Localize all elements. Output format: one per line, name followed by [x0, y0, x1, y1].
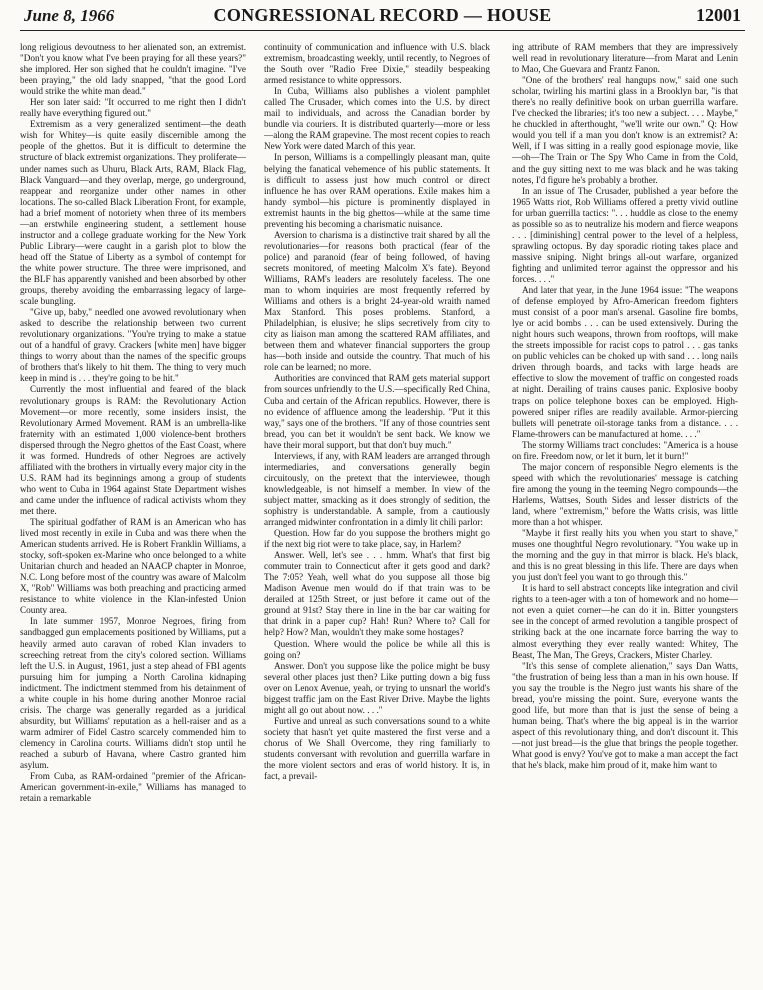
paragraph: Aversion to charisma is a distinctive trait shared by all the revolutionaries—for reasons both practical (fear of the police) and paranoid (fear of being followed, of having secrets monitored, of meeting Malcolm X's fate). Beyond Williams, RAM's leaders are resolutely faceless. The one man to whom inquiries are most frequently referred by Williams and others is a bright 24-year-old wraith named Max Stanford. This poses problems. Stanford, a Philadelphian, is elusive; he slips secretively from city to city as liaison man among the scattered RAM affiliates, and between them and whatever financial supporters the group has—both inside and outside the country. That much of his role can be learned; no more. [264, 229, 490, 373]
paragraph: "Maybe it first really hits you when you start to shave," muses one thoughtful Negro revolutionary. "You wake up in the morning and the guy in that mirror is black. He's black, and this is no great blessing in this life. There are days when you just don't feel you want to go through this." [512, 528, 738, 583]
paragraph: continuity of communication and influence with U.S. black extremism, broadcasting weekly, until recently, to Negroes of the South over "Radio Free Dixie," steadily bespeaking armed resistance to white oppressors. [264, 42, 490, 86]
paragraph: ing attribute of RAM members that they are impressively well read in revolutionary literature—from Marat and Lenin to Mao, Che Guevara and Frantz Fanon. [512, 42, 738, 75]
text-column-3 [512, 42, 738, 982]
paragraph: "One of the brothers' real hangups now," said one such scholar, twirling his martini glass in a Brooklyn bar, "is that there's no really definitive book on urban guerrilla warfare. I've checked the libraries; it's too new a subject. . . . Maybe," he chuckled in afterthought, "we'll write our own." Q: How would you tell if a man you don't know is an extremist? A: Well, if I was sitting in a really good espionage movie, like—oh—The Train or The Spy Who Came in from the Cold, and the guy sitting next to me was black and he was taking notes, I'd figure he's probably a brother. [512, 75, 738, 185]
page-number: 12001 [696, 5, 741, 25]
paragraph: Her son later said: "It occurred to me right then I didn't really have everything figured out." [20, 97, 246, 119]
paragraph: In an issue of The Crusader, published a year before the 1965 Watts riot, Rob Williams offered a pretty vivid outline for urban guerrilla tactics: ". . . huddle as close to the enemy as possible so as to neutralize his modern and fierce weapons . . . [diminishing] central power to the level of a helpless, sprawling octopus. By day sporadic rioting takes place and massive sniping. Night brings all-out warfare, organized fighting and unlimited terror against the oppressor and his forces. . . ." [512, 185, 738, 284]
paragraph: Interviews, if any, with RAM leaders are arranged through intermediaries, and conversations generally begin circuitously, on the pretext that the interviewee, though knowledgeable, is not himself a member. In view of the subject matter, smacking as it does strongly of sedition, the sophistry is understandable. A sample, from a cautiously arranged midwinter confrontation in a dimly lit chili parlor: [264, 450, 490, 528]
publication-title: CONGRESSIONAL RECORD — HOUSE [213, 5, 552, 25]
paragraph: Question. Where would the police be while all this is going on? [264, 638, 490, 660]
paragraph: Currently the most influential and feared of the black revolutionary groups is RAM: the Revolutionary Action Movement—or more recently, some insiders insist, the Revolutionary Armed Movement. RAM is an umbrella-like fraternity with an estimated 1,000 violence-bent brothers dispersed through the Negro ghettos of the East Coast, where it was formed. Hundreds of other Negroes are actively affiliated with the brothers in virtually every major city in the U.S. RAM had its beginnings among a group of students who went to Cuba in 1964 against State Department wishes and came under the influence of radical activists whom they met there. [20, 384, 246, 516]
page-header [20, 4, 745, 31]
paragraph: It is hard to sell abstract concepts like integration and civil rights to a teen-ager with a ton of homework and no home—not even a quiet corner—he can do it in. Bitter youngsters see in the concept of armed revolution a tangible prospect of striking back at the one incarnate force barring the way to almost everything they ever really wanted: Whitey, The Beast, The Man, The Greys, Crackers, Mister Charley. [512, 583, 738, 660]
paragraph: The spiritual godfather of RAM is an American who has lived most recently in exile in Cuba and was there when the American students arrived. He is Robert Franklin Williams, a stocky, soft-spoken ex-Marine who once belonged to a white Unitarian church and headed an NAACP chapter in Monroe, N.C. Long before most of the country was aware of Malcolm X, "Rob" Williams was both preaching and practicing armed resistance to white violence in the Klan-infested Union County area. [20, 517, 246, 616]
paragraph: In Cuba, Williams also publishes a violent pamphlet called The Crusader, which comes into the U.S. by direct mail to individuals, and across the Canadian border by bundle via couriers. It is distributed quarterly—more or less—along the RAM grapevine. The most recent copies to reach New York were dated March of this year. [264, 86, 490, 152]
text-column-1 [20, 42, 246, 982]
paragraph: From Cuba, as RAM-ordained "premier of the African-American government-in-exile," Williams has managed to retain a remarkable [20, 771, 246, 804]
paragraph: In late summer 1957, Monroe Negroes, firing from sandbagged gun emplacements positioned by Williams, put a heavily armed auto caravan of robed Klan invaders to screeching retreat from the city's colored section. Williams left the U.S. in August, 1961, just a step ahead of FBI agents pursuing him for jumping a North Carolina kidnaping indictment. The indictment stemmed from his detainment of a white couple in his home during another Monroe racial crisis. The charge was generally regarded as a juridical absurdity, but Williams' reputation as a hell-raiser and as a warm admirer of Fidel Castro scarcely commended him to clemency in Carolina courts. Williams didn't stop until he reached a suburb of Havana, where Castro granted him asylum. [20, 616, 246, 771]
paragraph: "Give up, baby," needled one avowed revolutionary when asked to describe the relationship between two current revolutionary organizations. "You're trying to make a statue out of a handful of gravy. Crackers [white men] have bigger things to worry about than the names of the specific groups of brothers that's likely to hit them. The thing to very much keep in mind is . . . they're going to be hit." [20, 307, 246, 384]
paragraph: The stormy Williams tract concludes: "America is a house on fire. Freedom now, or let it burn, let it burn!" [512, 439, 738, 461]
paragraph: Answer. Don't you suppose like the police might be busy several other places just then? Like putting down a big fuss over on Lenox Avenue, yeah, or trying to unsnarl the world's biggest traffic jam on the East River Drive. Maybe the lights might all go out about now. . . ." [264, 660, 490, 715]
paragraph: The major concern of responsible Negro elements is the speed with which the revolutionaries' message is catching fire among the young in the teeming Negro compounds—the Harlems, Wattses, South Sides and lesser districts of the land, where "extremism," before the Watts crisis, was little more than a hot whisper. [512, 461, 738, 528]
paragraph: Authorities are convinced that RAM gets material support from sources unfriendly to the U.S.—specifically Red China, Cuba and certain of the African republics. However, there is no evidence of affluence among the leadership. "Put it this way," says one of the brothers. "If any of those countries sent bread, you can bet it wouldn't be sent back. We know we have their moral support, but that don't buy much." [264, 373, 490, 450]
document-page [20, 4, 745, 984]
paragraph: Furtive and unreal as such conversations sound to a white society that hasn't yet quite mastered the first verse and a chorus of We Shall Overcome, they ring familiarly to students conversant with revolution and guerrilla warfare in the more violent sectors and eras of world history. It is, in fact, a prevail- [264, 715, 490, 782]
paragraph: "It's this sense of complete alienation," says Dan Watts, "the frustration of being less than a man in his own house. If you say the trouble is the Negro just wants his share of the bread, you're missing the point. Sure, everyone wants the good life, but more than that is just the sense of being a human being. That's where the big appeal is in the warrior aspect of this revolutionary thing, and don't discount it. This—not just bread—is the glue that brings the people together. What good is envy? You've got to make a man accept the fact that he's black, make him proud of it, make him want to [512, 660, 738, 771]
paragraph: Extremism as a very generalized sentiment—the death wish for Whitey—is quite easily discernible among the people of the ghettos. But it is difficult to determine the structure of black extremist organizations. They proliferate—under names such as Uhuru, Black Arts, RAM, Black Flag, Black Vanguard—and they overlap, merge, go underground, reappear and reorganize under other names in other locations. The so-called Black Liberation Front, for example, had a brief moment of notoriety when three of its members—an erstwhile engineering student, a settlement house instructor and a college graduate working for the New York Public Library—were caught in a garish plot to blow the head off the Statue of Liberty as a symbol of contempt for the white power structure. The three were imprisoned, and the BLF has apparently vanished and been absorbed by other groups, thereby avoiding the embarrassing legacy of large-scale bungling. [20, 119, 246, 307]
paragraph: Answer. Well, let's see . . . hmm. What's that first big commuter train to Connecticut after it gets good and dark? The 7:05? Yeah, well what do you suppose all those big Madison Avenue men would do if that train was to be derailed at 125th Street, or just before it came out of the ground at 91st? Stay there in line in the bar car waiting for that drink in a paper cup? Hah! Run? Where to? Call for help? How? Man, wouldn't they make some hostages? [264, 550, 490, 638]
paragraph: long religious devoutness to her alienated son, an extremist. "Don't you know what I've been praying for all these years?" she implored. Her son sighed that he couldn't imagine. "I've been praying," the old lady snapped, "that the good Lord would strike the white man dead." [20, 42, 246, 97]
paragraph: And later that year, in the June 1964 issue: "The weapons of defense employed by Afro-American freedom fighters must consist of a poor man's arsenal. Gasoline fire bombs, lye or acid bombs . . . can be used extensively. During the night hours such weapons, thrown from rooftops, will make the streets impossible for racist cops to patrol . . . gas tanks on public vehicles can be choked up with sand . . . long nails driven through boards, and tacks with large heads are effective to slow the movement of traffic on congested roads at night. Derailing of trains causes panic. Explosive booby traps on police telephone boxes can be employed. High-powered sniper rifles are readily available. Armor-piercing bullets will penetrate oil-storage tanks from a distance. . . . Flame-throwers can be manufactured at home. . . ." [512, 285, 738, 439]
paragraph: Question. How far do you suppose the brothers might go if the next big riot were to take place, say, in Harlem? [264, 528, 490, 550]
text-column-2 [264, 42, 490, 982]
paragraph: In person, Williams is a compellingly pleasant man, quite belying the fanatical vehemence of his public statements. It is difficult to assess just how much control or direct influence he has over RAM operations. Exile makes him a handy symbol—his picture is prominently displayed in extremist haunts in the big ghettos—while at the same time preventing his becoming a charismatic nuisance. [264, 152, 490, 229]
header-date: June 8, 1966 [24, 6, 115, 25]
article-body [20, 42, 745, 984]
